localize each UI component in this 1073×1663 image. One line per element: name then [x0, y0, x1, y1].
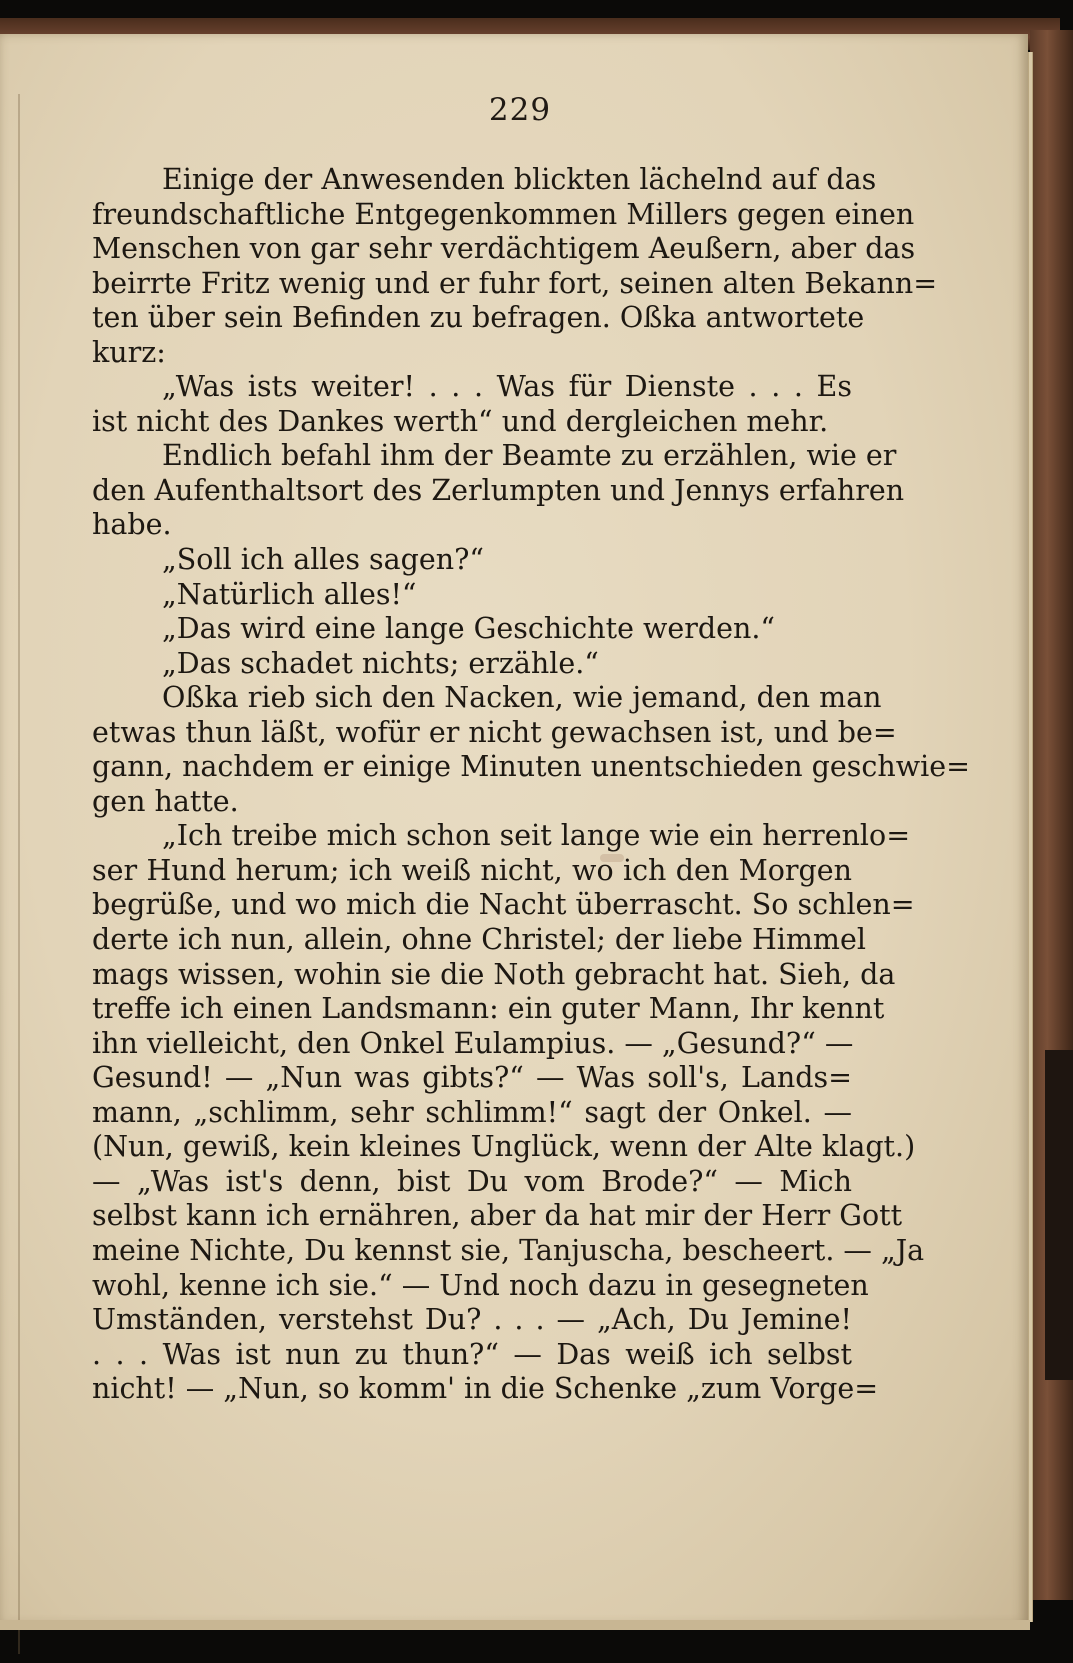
- text-line: beirrte Fritz wenig und er fuhr fort, seinen alten Bekann=: [92, 266, 938, 300]
- page-number: 229: [488, 92, 552, 128]
- text-line: den Aufenthaltsort des Zerlumpten und Jennys erfahren: [92, 473, 905, 507]
- text-line: — „Was ist's denn, bist Du vom Brode?“ — Mich: [92, 1164, 852, 1198]
- text-line: wohl, kenne ich sie.“ — Und noch dazu in gesegneten: [92, 1268, 869, 1302]
- text-line: Menschen von gar sehr verdächtigem Aeußern, aber das: [92, 232, 916, 266]
- text-line: ten über sein Befinden zu befragen. Oßka antwortete: [92, 301, 865, 335]
- text-line: selbst kann ich ernähren, aber da hat mir der Herr Gott: [92, 1199, 903, 1233]
- text-line: mann, „schlimm, sehr schlimm!“ sagt der Onkel. —: [92, 1095, 852, 1129]
- text-line: „Das schadet nichts; erzähle.“: [162, 646, 599, 680]
- text-line: gen hatte.: [92, 784, 239, 818]
- text-line: begrüße, und wo mich die Nacht überrascht. So schlen=: [92, 888, 915, 922]
- text-line: „Was ists weiter! . . . Was für Dienste . . . Es: [162, 370, 852, 404]
- gutter-line: [18, 94, 20, 1654]
- text-line: kurz:: [92, 335, 166, 369]
- text-line: . . . Was ist nun zu thun?“ — Das weiß ich selbst: [92, 1337, 852, 1371]
- text-line: „Das wird eine lange Geschichte werden.“: [162, 612, 775, 646]
- text-line: freundschaftliche Entgegenkommen Millers gegen einen: [92, 197, 915, 231]
- text-line: meine Nichte, Du kennst sie, Tanjuscha, bescheert. — „Ja: [92, 1233, 925, 1267]
- text-line: nicht! — „Nun, so komm' in die Schenke „zum Vorge=: [92, 1372, 879, 1406]
- text-line: „Ich treibe mich schon seit lange wie ein herrenlo=: [162, 819, 911, 853]
- text-line: treffe ich einen Landsmann: ein guter Mann, Ihr kennt: [92, 992, 885, 1026]
- text-line: etwas thun läßt, wofür er nicht gewachsen ist, und be=: [92, 715, 897, 749]
- text-line: „Natürlich alles!“: [162, 577, 417, 611]
- text-line: mags wissen, wohin sie die Noth gebracht hat. Sieh, da: [92, 957, 896, 991]
- text-line: (Nun, gewiß, kein kleines Unglück, wenn der Alte klagt.): [92, 1130, 916, 1164]
- text-line: ser Hund herum; ich weiß nicht, wo ich den Morgen: [92, 853, 852, 887]
- text-line: „Soll ich alles sagen?“: [162, 543, 484, 577]
- text-line: Endlich befahl ihm der Beamte zu erzählen, wie er: [162, 439, 897, 473]
- text-line: Einige der Anwesenden blickten lächelnd auf das: [162, 163, 877, 196]
- text-line: gann, nachdem er einige Minuten unentschieden geschwie=: [92, 750, 970, 784]
- text-line: Gesund! — „Nun was gibts?“ — Was soll's, Lands=: [92, 1061, 852, 1095]
- book-cover-shadow: [1045, 1050, 1073, 1380]
- body-text: [92, 163, 970, 1407]
- text-line: Oßka rieb sich den Nacken, wie jemand, den man: [162, 681, 882, 715]
- text-line: derte ich nun, allein, ohne Christel; der liebe Himmel: [92, 923, 866, 957]
- text-line: ihn vielleicht, den Onkel Eulampius. — „Gesund?“ —: [92, 1026, 854, 1060]
- text-line: Umständen, verstehst Du? . . . — „Ach, Du Jemine!: [92, 1303, 852, 1337]
- text-line: ist nicht des Dankes werth“ und dergleichen mehr.: [92, 404, 829, 438]
- page-bottom-edge: [0, 1620, 1030, 1630]
- text-line: habe.: [92, 508, 172, 542]
